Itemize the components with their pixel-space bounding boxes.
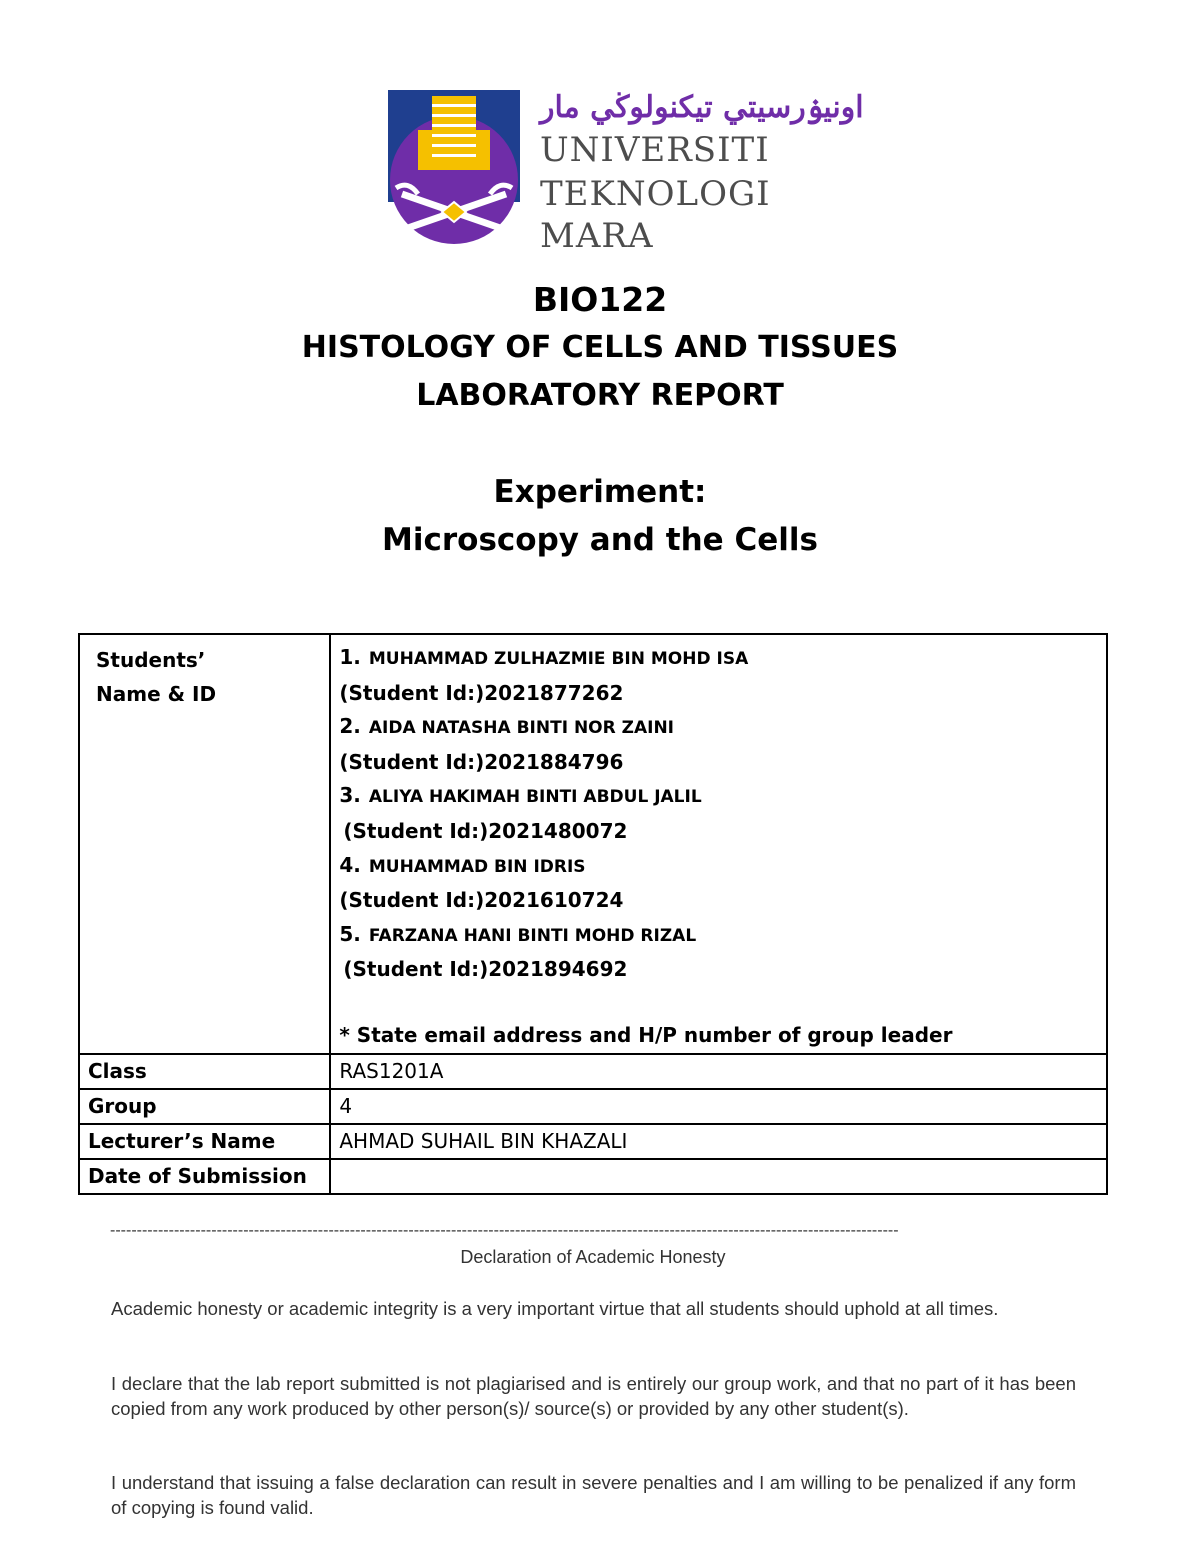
wordmark-mara: MARA [540, 216, 654, 256]
course-code: BIO122 [532, 280, 668, 319]
uitm-emblem-icon [388, 90, 520, 246]
student-id: (Student Id:)2021884796 [339, 749, 624, 774]
student-entry: 5. FARZANA HANI BINTI MOHD RIZAL [339, 921, 697, 946]
wordmark-universiti: UNIVERSITI [540, 130, 770, 170]
student-entry: 4. MUHAMMAD BIN IDRIS [339, 852, 586, 877]
student-name: MUHAMMAD BIN IDRIS [368, 856, 586, 877]
declaration-heading: Declaration of Academic Honesty [460, 1247, 726, 1267]
group-label: Group [79, 1089, 330, 1124]
student-id: (Student Id:)2021480072 [343, 818, 628, 843]
declaration-paragraph-3: I understand that issuing a false declaration can result in severe penalties and I am willing to be penalized if any form of copying is found valid. [111, 1472, 1076, 1518]
student-id: (Student Id:)2021877262 [339, 680, 624, 705]
separator-line: ---------------------------------------------------------------------------------------------------------------------------------------------------- [110, 1222, 899, 1239]
lecturer-value: AHMAD SUHAIL BIN KHAZALI [330, 1124, 1107, 1159]
students-label-line1: Students’ [96, 648, 206, 672]
table-row-lecturer [79, 1124, 1107, 1159]
arabic-wordmark: اونيۏرسيتي تيكنولوڬي مار [540, 90, 864, 125]
student-id: (Student Id:)2021894692 [343, 957, 628, 982]
declaration-paragraph-1: Academic honesty or academic integrity is a very important virtue that all students should uphold at all times. [111, 1298, 999, 1319]
table-row-students [79, 634, 1107, 1054]
report-type: LABORATORY REPORT [416, 378, 784, 413]
experiment-label: Experiment: [493, 474, 707, 510]
table-row-group [79, 1089, 1107, 1124]
student-name: ALIYA HAKIMAH BINTI ABDUL JALIL [368, 787, 702, 808]
student-name: MUHAMMAD ZULHAZMIE BIN MOHD ISA [368, 649, 749, 669]
students-list-cell [330, 634, 1107, 1054]
uitm-logo [388, 90, 864, 256]
student-name: AIDA NATASHA BINTI NOR ZAINI [368, 718, 675, 739]
date-value [330, 1159, 1107, 1194]
group-value: 4 [330, 1089, 1107, 1124]
students-label-line2: Name & ID [96, 682, 217, 706]
lecturer-label: Lecturer’s Name [79, 1124, 330, 1159]
date-label: Date of Submission [79, 1159, 330, 1194]
class-value: RAS1201A [330, 1054, 1107, 1089]
table-row-date [79, 1159, 1107, 1194]
student-id: (Student Id:)2021610724 [339, 888, 624, 913]
students-list [339, 635, 1098, 1053]
group-leader-note: * State email address and H/P number of group leader [339, 1022, 953, 1047]
students-label-cell [79, 634, 330, 1054]
wordmark-teknologi: TEKNOLOGI [540, 174, 771, 214]
course-name: HISTOLOGY OF CELLS AND TISSUES [301, 330, 899, 365]
class-label: Class [79, 1054, 330, 1089]
student-name: FARZANA HANI BINTI MOHD RIZAL [368, 925, 697, 946]
report-info-table [78, 633, 1108, 1195]
student-entry: 3. ALIYA HAKIMAH BINTI ABDUL JALIL [339, 783, 702, 808]
declaration-paragraph-2: I declare that the lab report submitted is not plagiarised and is entirely our group work, and that no part of it has been copied from any work produced by other person(s)/ source(s) or provided by any other student(s). [111, 1373, 1076, 1419]
student-entry: 1. MUHAMMAD ZULHAZMIE BIN MOHD ISA [339, 645, 749, 669]
student-entry: 2. AIDA NATASHA BINTI NOR ZAINI [339, 714, 675, 739]
table-row-class [79, 1054, 1107, 1089]
experiment-name: Microscopy and the Cells [382, 522, 818, 558]
